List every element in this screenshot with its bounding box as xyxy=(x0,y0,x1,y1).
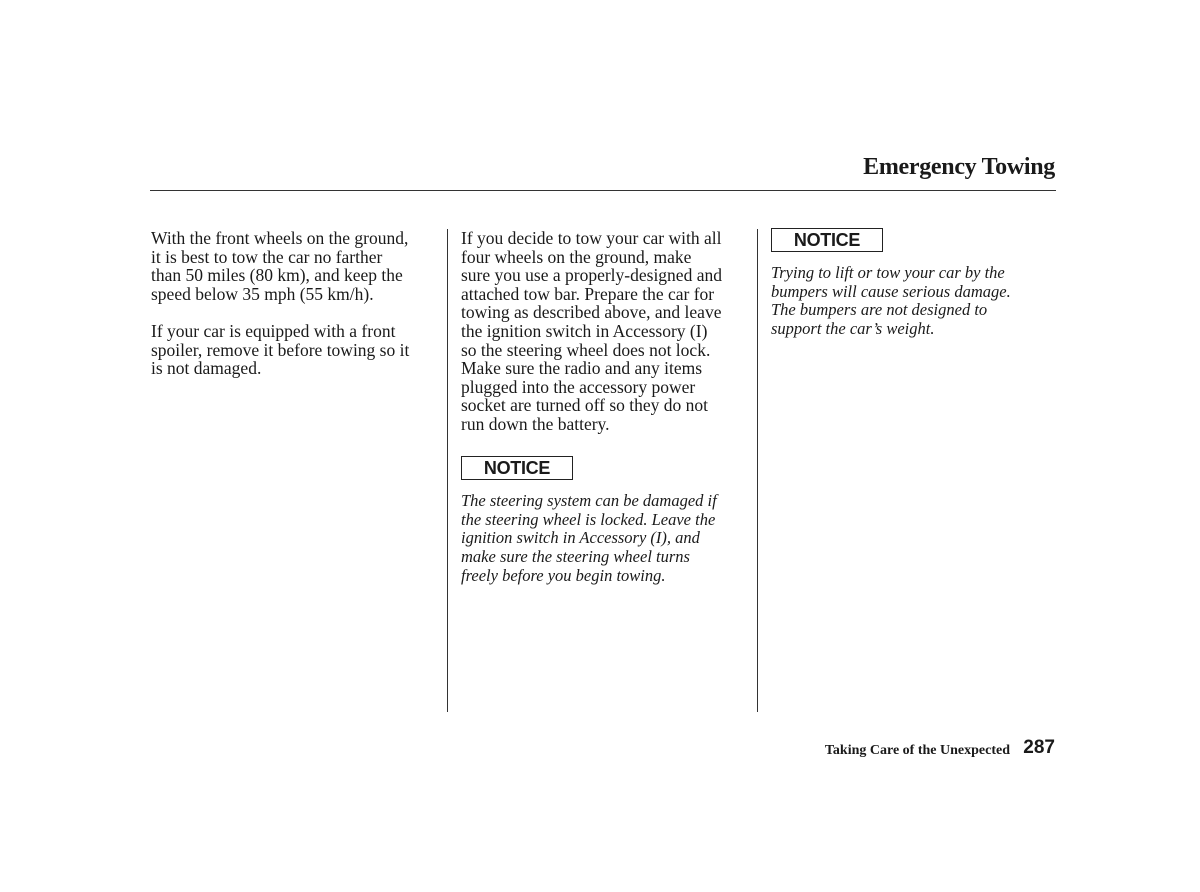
paragraph-four-wheels xyxy=(461,229,751,434)
notice-bumpers-text xyxy=(771,264,1061,338)
text-line: run down the battery. xyxy=(461,413,610,434)
column-divider xyxy=(757,229,758,712)
text-line: socket are turned off so they do not xyxy=(461,395,709,416)
text-line: the ignition switch in Accessory (I) xyxy=(461,320,708,341)
text-line: spoiler, remove it before towing so it xyxy=(151,339,410,360)
text-line: support the car’s weight. xyxy=(771,318,935,338)
text-line: speed below 35 mph (55 km/h). xyxy=(151,283,374,304)
text-line: freely before you begin towing. xyxy=(461,565,666,585)
text-line: four wheels on the ground, make xyxy=(461,246,692,267)
text-line: it is best to tow the car no farther xyxy=(151,246,383,267)
column-3 xyxy=(771,229,1061,357)
footer-section-title: Taking Care of the Unexpected xyxy=(824,743,1010,758)
text-line: plugged into the accessory power xyxy=(461,376,696,397)
page-title: Emergency Towing xyxy=(863,154,1055,180)
text-line: so the steering wheel does not lock. xyxy=(461,339,711,360)
paragraph-front-spoiler xyxy=(151,322,441,378)
text-line: attached tow bar. Prepare the car for xyxy=(461,283,715,304)
text-line: is not damaged. xyxy=(151,358,262,379)
page-number: 287 xyxy=(1023,737,1055,758)
text-line: sure you use a properly-designed and xyxy=(461,265,722,286)
column-2 xyxy=(461,229,751,604)
text-line: If you decide to tow your car with all xyxy=(461,228,722,248)
text-line: If your car is equipped with a front xyxy=(151,320,396,341)
notice-label: NOTICE xyxy=(461,456,573,480)
text-line: With the front wheels on the ground, xyxy=(151,228,409,248)
text-line: The steering system can be damaged if xyxy=(461,491,717,511)
column-divider xyxy=(447,229,448,712)
title-divider xyxy=(150,190,1056,191)
text-line: than 50 miles (80 km), and keep the xyxy=(151,265,403,286)
paragraph-front-wheels xyxy=(151,229,441,303)
text-line: the steering wheel is locked. Leave the xyxy=(461,509,716,529)
notice-steering-text xyxy=(461,492,751,585)
text-line: Make sure the radio and any items xyxy=(461,358,703,379)
text-line: Trying to lift or tow your car by the xyxy=(771,263,1005,282)
text-line: The bumpers are not designed to xyxy=(771,300,988,320)
text-line: towing as described above, and leave xyxy=(461,302,722,323)
text-line: ignition switch in Accessory (I), and xyxy=(461,528,700,548)
text-line: bumpers will cause serious damage. xyxy=(771,281,1011,301)
notice-label: NOTICE xyxy=(771,228,883,252)
text-line: make sure the steering wheel turns xyxy=(461,546,690,566)
column-1 xyxy=(151,229,441,396)
